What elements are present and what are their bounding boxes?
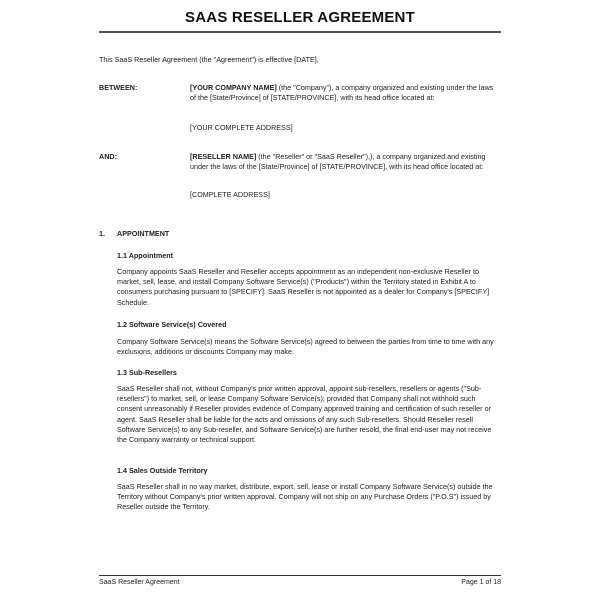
company-address: [YOUR COMPLETE ADDRESS] (190, 123, 293, 132)
reseller-description: (the "Reseller" or "SaaS Reseller"),), a company organized and existing under the laws of the [State/Province] of [STATE/PROVINCE], with its head office located at: (190, 152, 486, 171)
subsection-heading: 1.3 Sub-Resellers (117, 368, 177, 377)
party-and (99, 152, 499, 212)
and-label: AND: (99, 152, 117, 161)
subsection-heading: 1.2 Software Service(s) Covered (117, 320, 227, 329)
section-number: 1. (99, 229, 105, 238)
footer-page-number: Page 1 of 18 (461, 579, 501, 586)
company-name: [YOUR COMPANY NAME] (190, 83, 277, 92)
company-description: (the "Company"), a company organized and existing under the laws of the [State/Province] of [STATE/PROVINCE], with its head office located at: (190, 83, 494, 102)
and-text (190, 152, 499, 172)
reseller-address: [COMPLETE ADDRESS] (190, 190, 270, 199)
intro-paragraph: This SaaS Reseller Agreement (the "Agreement") is effective [DATE], (99, 55, 319, 64)
section-heading-appointment (99, 229, 169, 238)
title-divider (99, 31, 501, 33)
between-text (190, 83, 499, 103)
footer-divider (99, 575, 501, 576)
section-title: APPOINTMENT (117, 229, 170, 238)
footer-document-name: SaaS Reseller Agreement (99, 579, 180, 586)
subsection-heading: 1.1 Appointment (117, 251, 174, 260)
party-between (99, 83, 499, 143)
subsection-heading: 1.4 Sales Outside Territory (117, 466, 208, 475)
subsection-text: Company appoints SaaS Reseller and Reseller accepts appointment as an independent non-exclusive Reseller to market, sell, lease, and install Company Software Service(s) ("Products") within the Territory stated in Exhibit A to consumers purchasing pursuant to [SPECIFY]. SaaS Reseller is not appointed as a dealer for Company's [SPECIFY] Schedule. (117, 267, 490, 307)
reseller-name: [RESELLER NAME] (190, 152, 257, 161)
between-label: BETWEEN: (99, 83, 138, 92)
subsection-text: SaaS Reseller shall not, without Company's prior written approval, appoint sub-resellers, resellers or agents ("Sub-resellers") to market, sell, or lease Company Software Service(s); provided that Company shall not withhold such consent unreasonably if Reseller provides evidence of Company approved training and certification of such reseller or agent. SaaS Reseller shall be liable for the acts and omissions of any such Sub-resellers. Should Reseller resell Software Service(s) to any Sub-reseller, and Software Service(s) are further resold, the final end-user may not receive the Company warranty or technical support. (117, 384, 492, 445)
subsection-text: Company Software Service(s) means the Software Service(s) agreed to between the parties from time to time with any exclusions, additions or discounts Company may make. (117, 337, 494, 357)
document-title: SAAS RESELLER AGREEMENT (185, 9, 415, 26)
subsection-text: SaaS Reseller shall in no way market, distribute, export, sell, lease or install Company Software Service(s) outside the Territory without Company's prior written approval. Company will not ship on any Purchase Orders ("P.O.S") issued by Reseller outside the Territory. (117, 482, 493, 512)
